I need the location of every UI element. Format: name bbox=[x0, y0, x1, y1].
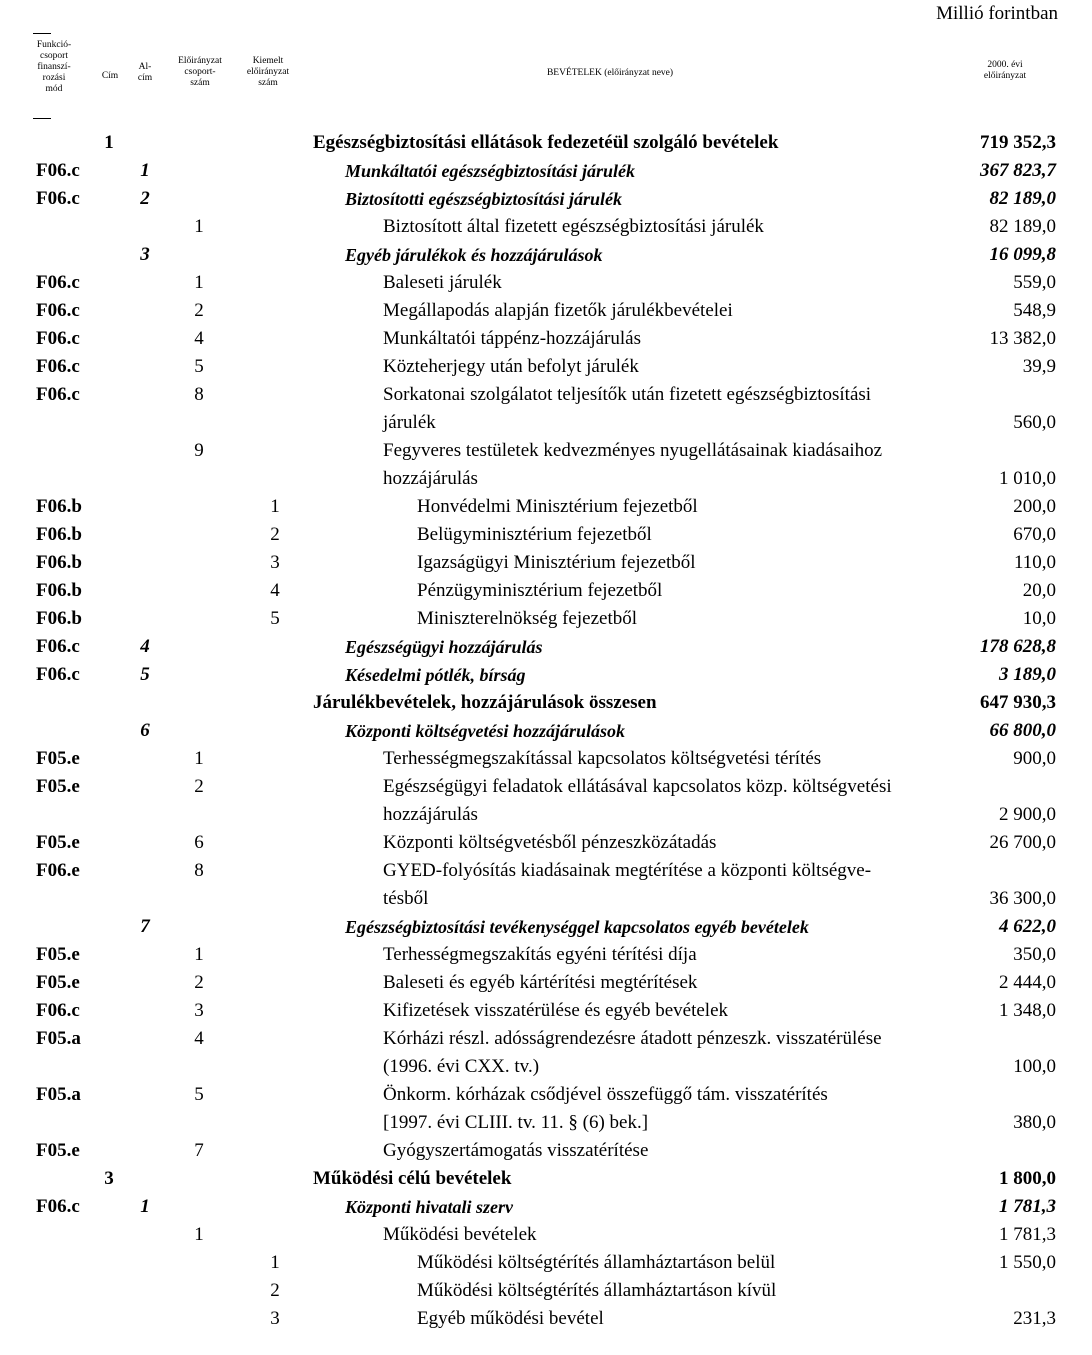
funding-code: F05.e bbox=[36, 776, 80, 797]
group-number: 5 bbox=[194, 1084, 204, 1105]
item-value: 2 444,0 bbox=[999, 972, 1056, 993]
item-name: Igazságügyi Minisztérium fejezetből bbox=[417, 552, 696, 573]
item-name: Baleseti és egyéb kártérítési megtérítések bbox=[383, 972, 698, 993]
table-row bbox=[0, 129, 1092, 157]
group-number: 1 bbox=[194, 748, 204, 769]
item-value: 66 800,0 bbox=[989, 720, 1056, 741]
header-cim: Cím bbox=[101, 71, 119, 81]
item-value: 13 382,0 bbox=[989, 328, 1056, 349]
item-name: Működési költségtérítés államháztartáson kívül bbox=[417, 1280, 777, 1301]
table-row bbox=[0, 549, 1092, 577]
table-row bbox=[0, 1221, 1092, 1249]
item-value: 2 900,0 bbox=[999, 804, 1056, 825]
alcim-number: 5 bbox=[140, 664, 150, 685]
funding-code: F05.e bbox=[36, 944, 80, 965]
header-eloiranyzat-2000: 2000. évi előirányzat bbox=[983, 60, 1027, 81]
item-value: 1 010,0 bbox=[999, 468, 1056, 489]
item-value: 548,9 bbox=[1013, 300, 1056, 321]
group-number: 1 bbox=[194, 1224, 204, 1245]
item-value: 1 800,0 bbox=[999, 1168, 1056, 1189]
header-rule-top bbox=[33, 33, 51, 34]
item-name: Gyógyszertámogatás visszatérítése bbox=[383, 1140, 649, 1161]
table-row bbox=[0, 829, 1092, 857]
item-name: Fegyveres testületek kedvezményes nyugellátásainak kiadásaihoz hozzájárulás bbox=[383, 440, 883, 489]
group-number: 7 bbox=[194, 1140, 204, 1161]
funding-code: F05.a bbox=[36, 1084, 81, 1105]
table-row bbox=[0, 325, 1092, 353]
header-funkcio: Funkció- csoport finanszí- rozási mód bbox=[36, 40, 72, 94]
table-row bbox=[0, 773, 1092, 829]
item-name: Működési célú bevételek bbox=[313, 1168, 512, 1189]
item-value: 100,0 bbox=[1013, 1056, 1056, 1077]
header-alcim: Al- cím bbox=[137, 62, 153, 83]
item-value: 16 099,8 bbox=[989, 244, 1056, 265]
funding-code: F06.b bbox=[36, 524, 82, 545]
funding-code: F05.e bbox=[36, 1140, 80, 1161]
alcim-number: 4 bbox=[140, 636, 150, 657]
item-value: 3 189,0 bbox=[999, 664, 1056, 685]
item-name: Működési bevételek bbox=[383, 1224, 537, 1245]
table-row bbox=[0, 661, 1092, 689]
table-row bbox=[0, 1137, 1092, 1165]
table-row bbox=[0, 1081, 1092, 1137]
item-value: 178 628,8 bbox=[980, 636, 1056, 657]
table-row bbox=[0, 185, 1092, 213]
highlighted-number: 4 bbox=[270, 580, 280, 601]
table-row bbox=[0, 269, 1092, 297]
item-name: Biztosítotti egészségbiztosítási járulék bbox=[345, 189, 623, 209]
table-row bbox=[0, 633, 1092, 661]
item-name: Pénzügyminisztérium fejezetből bbox=[417, 580, 663, 601]
table-row bbox=[0, 1165, 1092, 1193]
item-name: Önkorm. kórházak csődjével összefüggő tám. visszatérítés [1997. évi CLIII. tv. 11. § (6) bek.] bbox=[383, 1084, 828, 1133]
table-row bbox=[0, 297, 1092, 325]
funding-code: F05.e bbox=[36, 972, 80, 993]
item-name: Egészségbiztosítási tevékenységgel kapcsolatos egyéb bevételek bbox=[345, 917, 809, 937]
item-name: Megállapodás alapján fizetők járulékbevételei bbox=[383, 300, 733, 321]
funding-code: F06.b bbox=[36, 580, 82, 601]
alcim-number: 3 bbox=[140, 244, 150, 265]
alcim-number: 1 bbox=[140, 1196, 150, 1217]
item-name: Miniszterelnökség fejezetből bbox=[417, 608, 638, 629]
item-name: Egészségügyi hozzájárulás bbox=[345, 637, 543, 657]
table-row bbox=[0, 1249, 1092, 1277]
highlighted-number: 3 bbox=[270, 552, 280, 573]
item-value: 39,9 bbox=[1022, 356, 1056, 377]
table-row bbox=[0, 997, 1092, 1025]
item-name: Belügyminisztérium fejezetből bbox=[417, 524, 652, 545]
item-value: 1 550,0 bbox=[999, 1252, 1056, 1273]
cim-number: 1 bbox=[104, 132, 114, 153]
group-number: 3 bbox=[194, 1000, 204, 1021]
table-row bbox=[0, 717, 1092, 745]
funding-code: F05.a bbox=[36, 1028, 81, 1049]
item-value: 367 823,7 bbox=[980, 160, 1056, 181]
table-row bbox=[0, 157, 1092, 185]
table-row bbox=[0, 969, 1092, 997]
header-kiemelt: Kiemelt előirányzat szám bbox=[246, 56, 290, 88]
table-row bbox=[0, 521, 1092, 549]
table-row bbox=[0, 1277, 1092, 1305]
table-row bbox=[0, 213, 1092, 241]
item-name: Honvédelmi Minisztérium fejezetből bbox=[417, 496, 698, 517]
item-value: 560,0 bbox=[1013, 412, 1056, 433]
item-value: 200,0 bbox=[1013, 496, 1056, 517]
funding-code: F06.e bbox=[36, 860, 80, 881]
highlighted-number: 1 bbox=[270, 1252, 280, 1273]
table-row bbox=[0, 941, 1092, 969]
funding-code: F06.c bbox=[36, 160, 80, 181]
highlighted-number: 3 bbox=[270, 1308, 280, 1329]
item-value: 231,3 bbox=[1013, 1308, 1056, 1329]
table-row bbox=[0, 857, 1092, 913]
alcim-number: 1 bbox=[140, 160, 150, 181]
group-number: 6 bbox=[194, 832, 204, 853]
item-name: Egyéb működési bevétel bbox=[417, 1308, 604, 1329]
funding-code: F06.c bbox=[36, 272, 80, 293]
item-value: 36 300,0 bbox=[989, 888, 1056, 909]
alcim-number: 2 bbox=[140, 188, 150, 209]
group-number: 2 bbox=[194, 776, 204, 797]
alcim-number: 7 bbox=[140, 916, 150, 937]
item-value: 26 700,0 bbox=[989, 832, 1056, 853]
table-row bbox=[0, 353, 1092, 381]
budget-table bbox=[0, 129, 1092, 1333]
funding-code: F06.c bbox=[36, 188, 80, 209]
group-number: 5 bbox=[194, 356, 204, 377]
group-number: 1 bbox=[194, 272, 204, 293]
group-number: 9 bbox=[194, 440, 204, 461]
group-number: 1 bbox=[194, 944, 204, 965]
item-value: 1 781,3 bbox=[999, 1224, 1056, 1245]
table-row bbox=[0, 605, 1092, 633]
group-number: 1 bbox=[194, 216, 204, 237]
item-name: Sorkatonai szolgálatot teljesítők után fizetett egészségbiztosítási járulék bbox=[383, 384, 872, 433]
header-eloiranyzat-csoport: Előirányzat csoport- szám bbox=[178, 56, 222, 88]
item-value: 10,0 bbox=[1022, 608, 1056, 629]
item-value: 559,0 bbox=[1013, 272, 1056, 293]
item-value: 1 348,0 bbox=[999, 1000, 1056, 1021]
highlighted-number: 2 bbox=[270, 524, 280, 545]
table-row bbox=[0, 577, 1092, 605]
table-row bbox=[0, 1025, 1092, 1081]
highlighted-number: 5 bbox=[270, 608, 280, 629]
funding-code: F06.c bbox=[36, 356, 80, 377]
item-name: Egészségbiztosítási ellátások fedezetéül szolgáló bevételek bbox=[313, 132, 779, 153]
item-value: 82 189,0 bbox=[989, 216, 1056, 237]
group-number: 8 bbox=[194, 384, 204, 405]
highlighted-number: 1 bbox=[270, 496, 280, 517]
item-name: Működési költségtérítés államháztartáson belül bbox=[417, 1252, 776, 1273]
item-name: Központi költségvetési hozzájárulások bbox=[345, 721, 626, 741]
funding-code: F06.c bbox=[36, 1196, 80, 1217]
item-name: Központi költségvetésből pénzeszközátadás bbox=[383, 832, 717, 853]
item-name: Késedelmi pótlék, bírság bbox=[345, 665, 526, 685]
group-number: 8 bbox=[194, 860, 204, 881]
item-value: 380,0 bbox=[1013, 1112, 1056, 1133]
funding-code: F06.c bbox=[36, 636, 80, 657]
highlighted-number: 2 bbox=[270, 1280, 280, 1301]
item-name: Egyéb járulékok és hozzájárulások bbox=[345, 245, 603, 265]
table-row bbox=[0, 241, 1092, 269]
item-name: Járulékbevételek, hozzájárulások összesen bbox=[313, 692, 657, 713]
table-row bbox=[0, 745, 1092, 773]
group-number: 4 bbox=[194, 1028, 204, 1049]
item-value: 350,0 bbox=[1013, 944, 1056, 965]
item-value: 647 930,3 bbox=[980, 692, 1056, 713]
item-value: 110,0 bbox=[1013, 552, 1056, 573]
item-value: 1 781,3 bbox=[999, 1196, 1056, 1217]
group-number: 4 bbox=[194, 328, 204, 349]
item-value: 82 189,0 bbox=[989, 188, 1056, 209]
header-bevetelek: BEVÉTELEK (előirányzat neve) bbox=[546, 68, 674, 78]
unit-label: Millió forintban bbox=[936, 3, 1058, 24]
group-number: 2 bbox=[194, 300, 204, 321]
item-name: Biztosított által fizetett egészségbiztosítási járulék bbox=[383, 216, 764, 237]
item-value: 719 352,3 bbox=[980, 132, 1056, 153]
item-value: 20,0 bbox=[1022, 580, 1056, 601]
funding-code: F06.b bbox=[36, 608, 82, 629]
item-value: 4 622,0 bbox=[999, 916, 1056, 937]
funding-code: F05.e bbox=[36, 832, 80, 853]
item-name: Baleseti járulék bbox=[383, 272, 502, 293]
group-number: 2 bbox=[194, 972, 204, 993]
item-name: Kórházi részl. adósságrendezésre átadott pénzeszk. visszatérülése (1996. évi CXX. tv.) bbox=[383, 1028, 882, 1077]
funding-code: F06.b bbox=[36, 552, 82, 573]
funding-code: F06.c bbox=[36, 1000, 80, 1021]
funding-code: F06.b bbox=[36, 496, 82, 517]
item-name: Munkáltatói egészségbiztosítási járulék bbox=[345, 161, 636, 181]
item-name: Munkáltatói táppénz-hozzájárulás bbox=[383, 328, 641, 349]
cim-number: 3 bbox=[104, 1168, 114, 1189]
item-value: 900,0 bbox=[1013, 748, 1056, 769]
item-name: Terhességmegszakítással kapcsolatos költségvetési térítés bbox=[383, 748, 822, 769]
table-row bbox=[0, 689, 1092, 717]
alcim-number: 6 bbox=[140, 720, 150, 741]
item-value: 670,0 bbox=[1013, 524, 1056, 545]
table-row bbox=[0, 437, 1092, 493]
funding-code: F06.c bbox=[36, 328, 80, 349]
table-row bbox=[0, 1193, 1092, 1221]
table-row bbox=[0, 1305, 1092, 1333]
item-name: Terhességmegszakítás egyéni térítési díja bbox=[383, 944, 697, 965]
header-rule-bottom bbox=[33, 118, 51, 119]
table-row bbox=[0, 381, 1092, 437]
funding-code: F06.c bbox=[36, 300, 80, 321]
funding-code: F05.e bbox=[36, 748, 80, 769]
item-name: Közteherjegy után befolyt járulék bbox=[383, 356, 639, 377]
table-row bbox=[0, 913, 1092, 941]
item-name: Központi hivatali szerv bbox=[345, 1197, 514, 1217]
item-name: GYED-folyósítás kiadásainak megtérítése a központi költségve- tésből bbox=[383, 860, 872, 909]
funding-code: F06.c bbox=[36, 664, 80, 685]
table-row bbox=[0, 493, 1092, 521]
item-name: Kifizetések visszatérülése és egyéb bevételek bbox=[383, 1000, 729, 1021]
item-name: Egészségügyi feladatok ellátásával kapcsolatos közp. költségvetési hozzájárulás bbox=[383, 776, 892, 825]
funding-code: F06.c bbox=[36, 384, 80, 405]
